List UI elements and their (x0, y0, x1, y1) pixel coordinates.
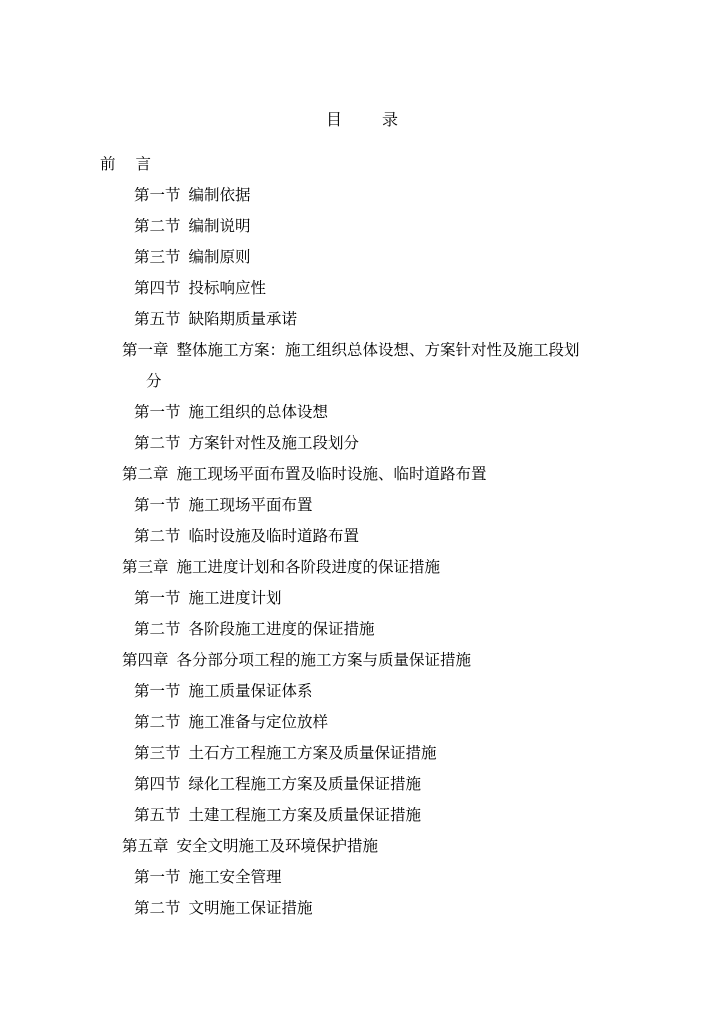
toc-entry-text: 施工准备与定位放样 (188, 713, 329, 731)
toc-entry-number: 第二节 (134, 899, 181, 917)
toc-section-entry[interactable] (134, 679, 313, 703)
toc-entry-text: 临时设施及临时道路布置 (188, 527, 360, 545)
toc-entry-text: 缺陷期质量承诺 (188, 310, 298, 328)
toc-section-entry[interactable] (134, 400, 328, 424)
toc-section-entry[interactable] (134, 431, 359, 455)
toc-entry-number: 第五节 (134, 310, 181, 328)
toc-chapter-entry[interactable] (122, 555, 440, 579)
toc-entry-number: 第五节 (134, 806, 181, 824)
toc-chapter-entry[interactable] (122, 648, 471, 672)
toc-section-entry[interactable] (134, 276, 266, 300)
toc-section-entry[interactable] (134, 710, 328, 734)
toc-entry-text: 安全文明施工及环境保护措施 (176, 837, 379, 855)
toc-section-entry[interactable] (134, 896, 313, 920)
toc-entry-number: 第二节 (134, 713, 181, 731)
toc-entry-text: 施工进度计划 (188, 589, 282, 607)
toc-section-entry[interactable] (134, 865, 282, 889)
toc-entry-text: 施工现场平面布置及临时设施、临时道路布置 (176, 465, 487, 483)
toc-entry-number: 第一节 (134, 186, 181, 204)
toc-entry-text: 土石方工程施工方案及质量保证措施 (188, 744, 437, 762)
toc-chapter-entry[interactable] (122, 462, 487, 486)
toc-entry-number: 前 (100, 155, 116, 173)
toc-entry-text: 施工组织的总体设想 (188, 403, 329, 421)
toc-section-entry[interactable] (134, 245, 251, 269)
toc-section-entry[interactable] (134, 493, 313, 517)
toc-entry-text: 各阶段施工进度的保证措施 (188, 620, 375, 638)
toc-entry-number: 第四节 (134, 279, 181, 297)
toc-title (0, 108, 724, 132)
toc-entry-text: 施工质量保证体系 (188, 682, 313, 700)
toc-section-entry[interactable] (134, 524, 359, 548)
toc-entry-number: 第二章 (122, 465, 169, 483)
toc-entry-number: 第三节 (134, 248, 181, 266)
toc-entry-text: 施工现场平面布置 (188, 496, 313, 514)
toc-entry-text: 各分部分项工程的施工方案与质量保证措施 (176, 651, 472, 669)
toc-section-entry[interactable] (134, 741, 437, 765)
toc-chapter-entry[interactable] (122, 338, 580, 362)
toc-entry-number: 第三章 (122, 558, 169, 576)
toc-section-entry[interactable] (134, 586, 282, 610)
toc-entry-text: 施工安全管理 (188, 868, 282, 886)
toc-entry-number: 第一节 (134, 496, 181, 514)
toc-preface-entry[interactable] (100, 152, 151, 176)
toc-entry-continuation[interactable] (146, 369, 162, 393)
toc-entry-number: 第二节 (134, 434, 181, 452)
toc-section-entry[interactable] (134, 617, 375, 641)
toc-entry-text: 编制原则 (188, 248, 251, 266)
toc-entry-number: 第二节 (134, 527, 181, 545)
toc-entry-text: 文明施工保证措施 (188, 899, 313, 917)
toc-entry-number: 第一章 (122, 341, 169, 359)
toc-entry-number: 第四节 (134, 775, 181, 793)
toc-title-char-2: 录 (382, 110, 399, 129)
toc-entry-text: 施工进度计划和各阶段进度的保证措施 (176, 558, 441, 576)
toc-entry-number: 第三节 (134, 744, 181, 762)
toc-entry-number: 第五章 (122, 837, 169, 855)
toc-entry-number: 第二节 (134, 620, 181, 638)
toc-entry-text: 整体施工方案：施工组织总体设想、方案针对性及施工段划 (176, 341, 580, 359)
toc-entry-text: 分 (146, 372, 162, 390)
toc-entry-text: 土建工程施工方案及质量保证措施 (188, 806, 422, 824)
toc-entry-number: 第二节 (134, 217, 181, 235)
toc-section-entry[interactable] (134, 803, 421, 827)
toc-entry-text: 编制依据 (188, 186, 251, 204)
toc-chapter-entry[interactable] (122, 834, 378, 858)
toc-entry-text: 编制说明 (188, 217, 251, 235)
toc-entry-text: 绿化工程施工方案及质量保证措施 (188, 775, 422, 793)
toc-title-char-1: 目 (325, 110, 342, 129)
toc-entry-text: 言 (135, 155, 152, 173)
toc-section-entry[interactable] (134, 772, 421, 796)
toc-entry-number: 第一节 (134, 403, 181, 421)
toc-section-entry[interactable] (134, 183, 251, 207)
toc-entry-number: 第一节 (134, 589, 181, 607)
toc-entry-text: 方案针对性及施工段划分 (188, 434, 360, 452)
toc-entry-text: 投标响应性 (188, 279, 267, 297)
toc-entry-number: 第一节 (134, 868, 181, 886)
toc-section-entry[interactable] (134, 214, 251, 238)
toc-entry-number: 第四章 (122, 651, 169, 669)
toc-section-entry[interactable] (134, 307, 297, 331)
toc-entry-number: 第一节 (134, 682, 181, 700)
